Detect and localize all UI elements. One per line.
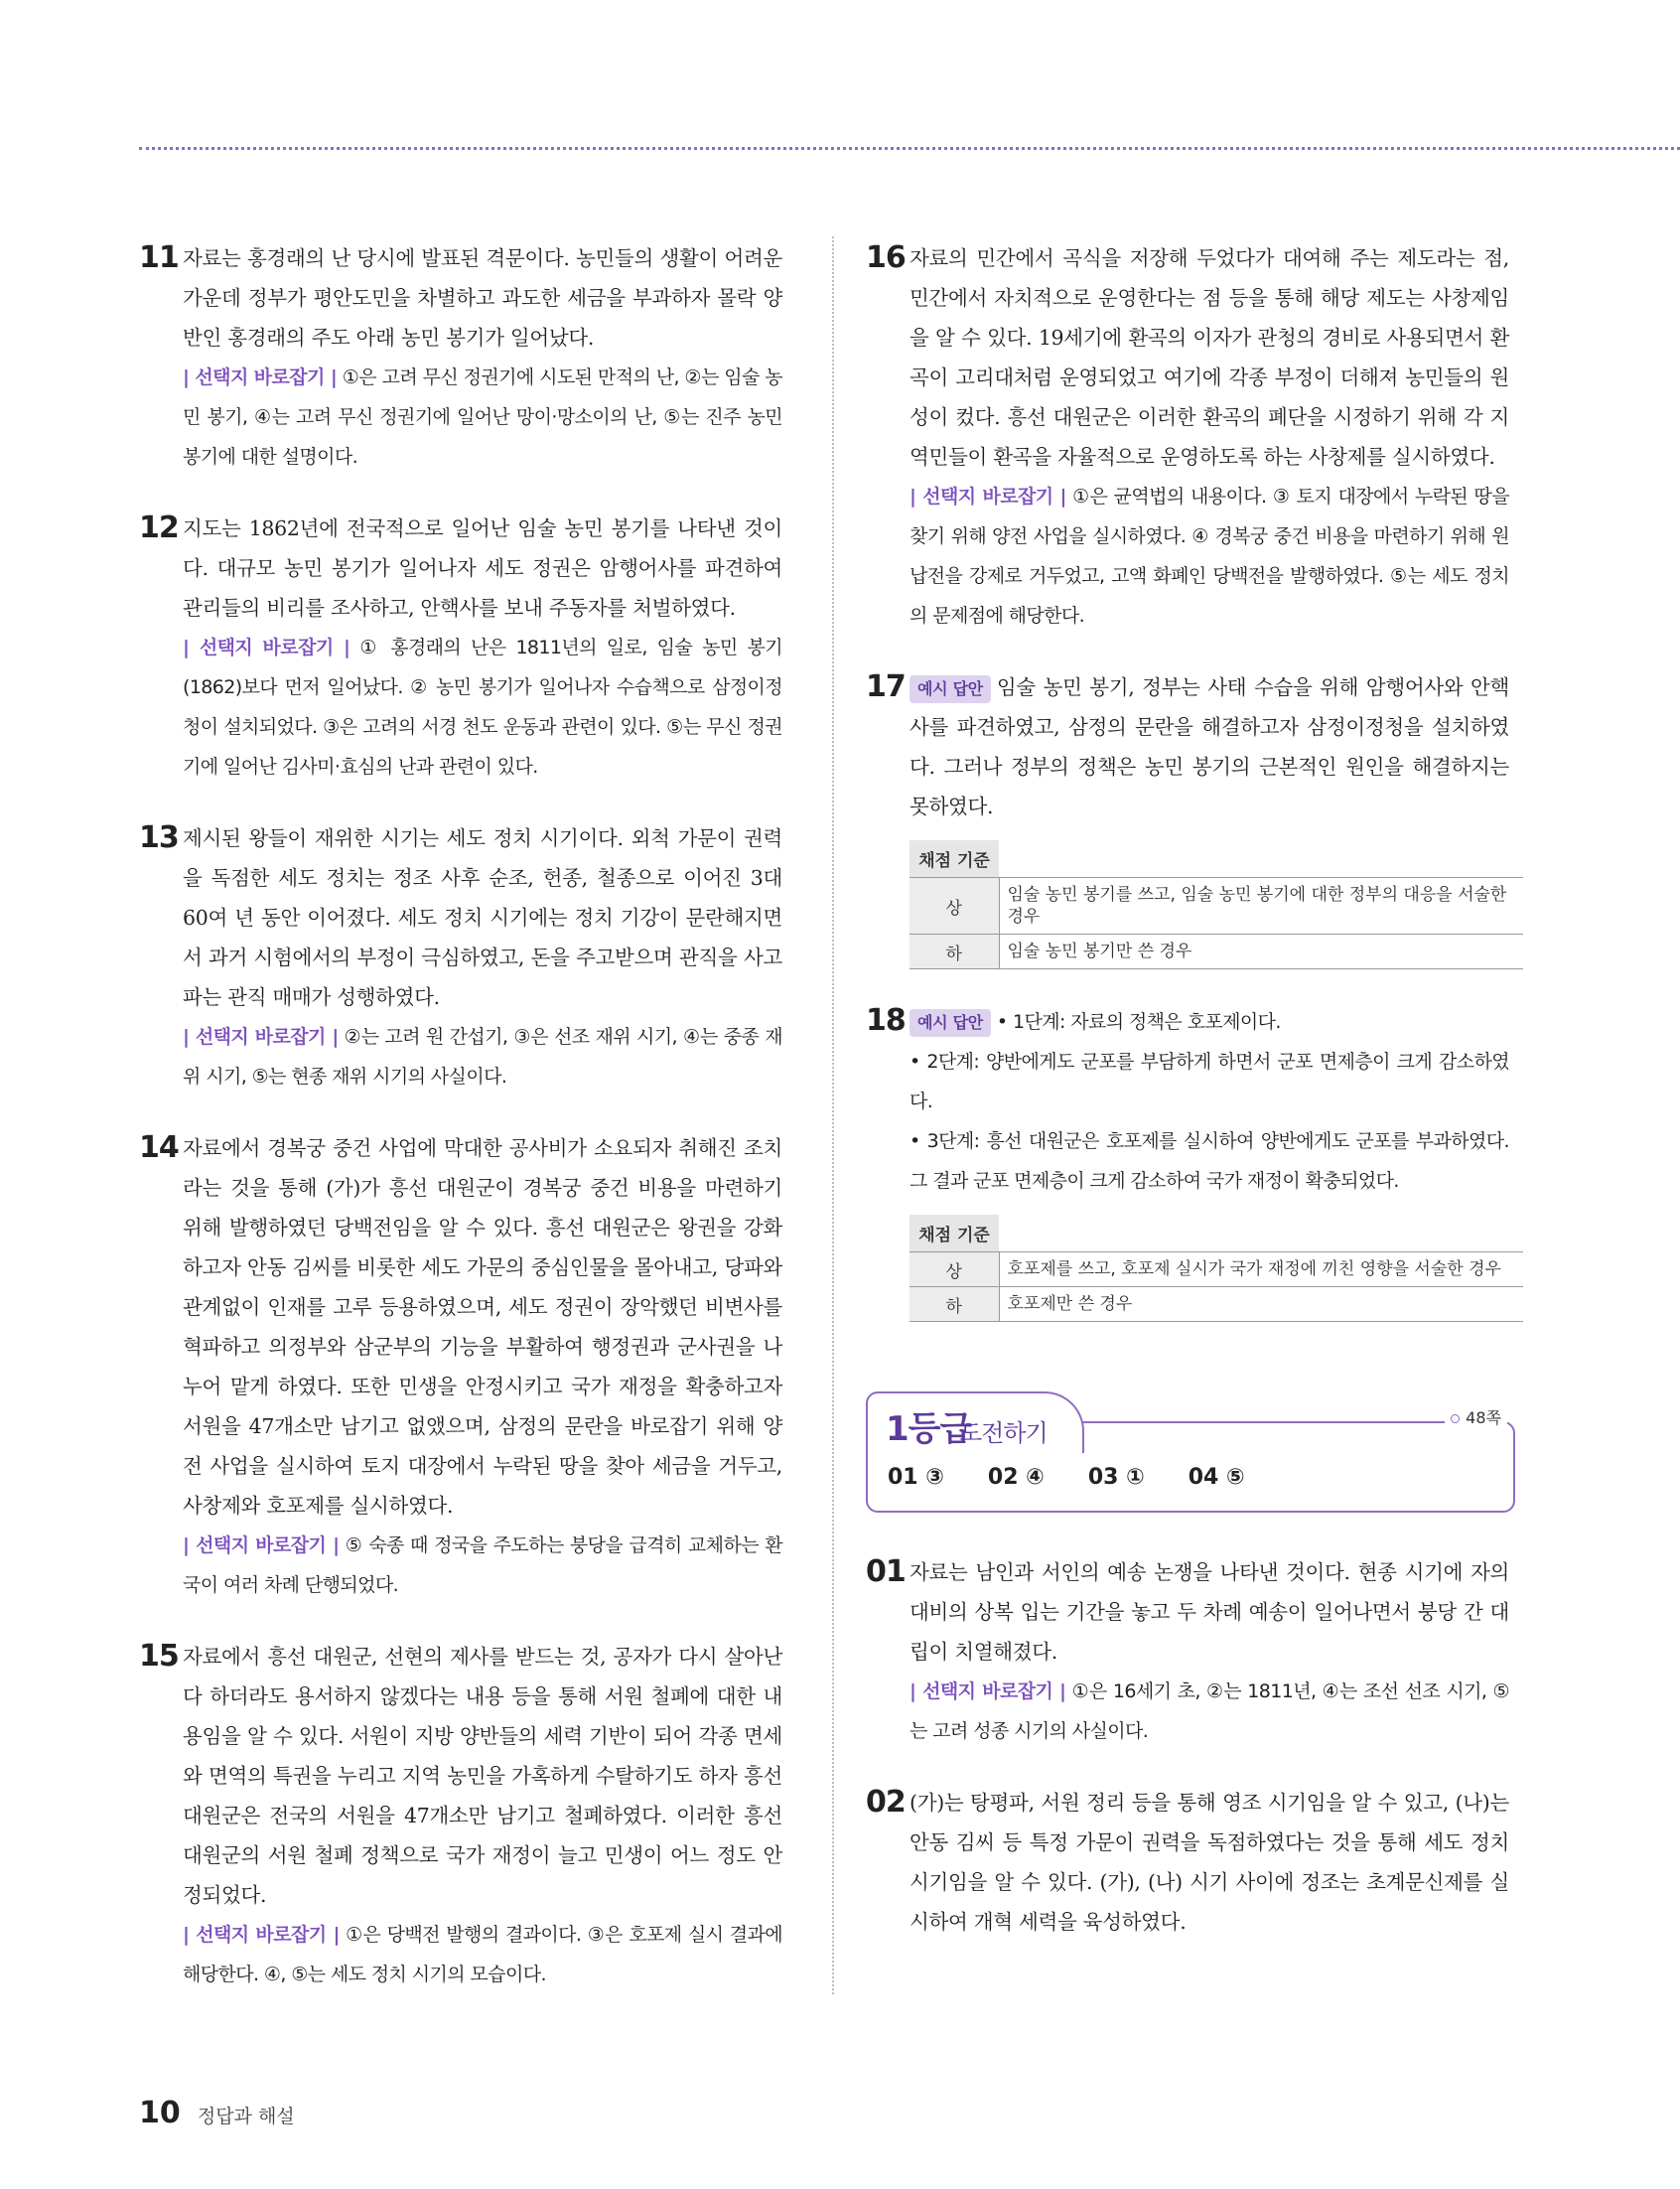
item-number: 18 [866, 1003, 906, 1038]
answer-item-11 [139, 238, 782, 477]
page-number: 10 [139, 2096, 181, 2130]
item-number: 15 [139, 1639, 179, 1674]
step-3: • 3단계: 흥선 대원군은 호포제를 실시하여 양반에게도 군포를 부과하였다. 그 결과 군포 면제층이 크게 감소하여 국가 재정이 확충되었다. [910, 1130, 1509, 1192]
answer-item-13 [139, 818, 782, 1096]
sel-label: | 선택지 바로잡기 | [183, 1026, 339, 1048]
selection-correction [183, 628, 782, 787]
item-text: 지도는 1862년에 전국적으로 일어난 임술 농민 봉기를 나타낸 것이다. 대규모 농민 봉기가 일어나자 세도 정권은 암행어사를 파견하여 관리들의 비리를 조사하고, 안핵사를 보내 주동자를 처벌하였다. [183, 516, 782, 620]
answer-item-12 [139, 509, 782, 787]
level-title: 1등급 [886, 1409, 972, 1449]
rubric-desc: 호포제를 쓰고, 호포제 실시가 국가 재정에 끼친 영향을 서술한 경우 [999, 1252, 1523, 1287]
example-answer-badge: 예시 답안 [910, 675, 991, 703]
sel-text: ⑤ 숙종 때 정국을 주도하는 붕당을 급격히 교체하는 환국이 여러 차례 단행되었다. [183, 1534, 782, 1596]
sel-label: | 선택지 바로잡기 | [183, 366, 338, 388]
rubric-row [910, 935, 1523, 969]
item-number: 13 [139, 820, 179, 855]
answer-item-01 [866, 1552, 1509, 1751]
item-number: 02 [866, 1785, 906, 1820]
reference-page: 48쪽 [1445, 1405, 1507, 1428]
sel-text: ①은 균역법의 내용이다. ③ 토지 대장에서 누락된 땅을 찾기 위해 양전 사업을 실시하였다. ④ 경복궁 중건 비용을 마련하기 위해 원납전을 강제로 거두었고, 고액 화폐인 당백전을 발행하였다. ⑤는 세도 정치의 문제점에 해당한다. [910, 486, 1509, 627]
right-column [866, 238, 1509, 1973]
sel-label: | 선택지 바로잡기 | [183, 637, 350, 658]
answer-item-02 [866, 1783, 1509, 1942]
sel-label: | 선택지 바로잡기 | [910, 486, 1066, 508]
rubric-row [910, 1287, 1523, 1322]
answer-item-15 [139, 1637, 782, 1994]
example-answer-badge: 예시 답안 [910, 1009, 991, 1037]
step-2: • 2단계: 양반에게도 군포를 부담하게 하면서 군포 면제층이 크게 감소하였다. [910, 1051, 1509, 1112]
rubric-header: 채점 기준 [910, 840, 999, 878]
answer-item-17 [866, 667, 1509, 969]
left-column [139, 238, 782, 2026]
sel-text: ①은 16세기 초, ②는 1811년, ④는 조선 선조 시기, ⑤는 고려 성종 시기의 사실이다. [910, 1680, 1509, 1742]
footer-title: 정답과 해설 [197, 2106, 295, 2127]
item-number: 12 [139, 511, 179, 545]
answer-item-14 [139, 1128, 782, 1605]
sel-text: ①은 당백전 발행의 결과이다. ③은 호포제 실시 결과에 해당한다. ④, ⑤는 세도 정치 시기의 모습이다. [183, 1924, 782, 1985]
answer-key-item: 02 ④ [987, 1465, 1045, 1490]
sel-text: ①은 고려 무신 정권기에 시도된 만적의 난, ②는 임술 농민 봉기, ④는 고려 무신 정권기에 일어난 망이·망소이의 난, ⑤는 진주 농민 봉기에 대한 설명이다. [183, 366, 782, 468]
selection-correction [183, 358, 782, 477]
step-1: • 1단계: 자료의 정책은 호포제이다. [996, 1011, 1281, 1033]
answer-key-item: 01 ③ [888, 1465, 944, 1490]
answer-item-16 [866, 238, 1509, 636]
rubric-grade: 상 [910, 878, 999, 935]
rubric-grade: 하 [910, 935, 999, 969]
scoring-rubric-table [910, 840, 1523, 969]
top-dotted-rule [139, 147, 1680, 150]
level-subtitle: 도전하기 [959, 1419, 1048, 1447]
selection-correction [183, 1915, 782, 1994]
rubric-desc: 임술 농민 봉기를 쓰고, 임술 농민 봉기에 대한 정부의 대응을 서술한 경우 [999, 878, 1523, 935]
sel-label: | 선택지 바로잡기 | [910, 1680, 1066, 1702]
answer-key [888, 1465, 1245, 1490]
rubric-row [910, 878, 1523, 935]
rubric-row [910, 1252, 1523, 1287]
rubric-grade: 하 [910, 1287, 999, 1322]
sel-label: | 선택지 바로잡기 | [183, 1534, 340, 1556]
item-text: 자료는 홍경래의 난 당시에 발표된 격문이다. 농민들의 생활이 어려운 가운데 정부가 평안도민을 차별하고 과도한 세금을 부과하자 몰락 양반인 홍경래의 주도 아래 농민 봉기가 일어났다. [183, 246, 782, 350]
item-text: 제시된 왕들이 재위한 시기는 세도 정치 시기이다. 외척 가문이 권력을 독점한 세도 정치는 정조 사후 순조, 헌종, 철종으로 이어진 3대 60여 년 동안 이어졌다. 세도 정치 시기에는 정치 기강이 문란해지면서 과거 시험에서의 부정이 극심하였고, 돈을 주고받으며 관직을 사고파는 관직 매매가 성행하였다. [183, 826, 782, 1009]
scoring-rubric-table [910, 1215, 1523, 1322]
level-challenge-box [866, 1391, 1517, 1513]
item-text: 자료의 민간에서 곡식을 저장해 두었다가 대여해 주는 제도라는 점, 민간에서 자치적으로 운영한다는 점 등을 통해 해당 제도는 사창제임을 알 수 있다. 19세기에 환곡의 이자가 관청의 경비로 사용되면서 환곡이 고리대처럼 운영되었고 여기에 각종 부정이 더해져 농민들의 원성이 컸다. 흥선 대원군은 이러한 환곡의 폐단을 시정하기 위해 각 지역민들이 환곡을 자율적으로 운영하도록 하는 사창제를 실시하였다. [910, 246, 1509, 469]
item-number: 16 [866, 240, 906, 275]
selection-correction [183, 1017, 782, 1096]
item-number: 11 [139, 240, 179, 275]
item-text: 자료에서 흥선 대원군, 선현의 제사를 받드는 것, 공자가 다시 살아난다 하더라도 용서하지 않겠다는 내용 등을 통해 서원 철폐에 대한 내용임을 알 수 있다. 서원이 지방 양반들의 세력 기반이 되어 각종 면세와 면역의 특권을 누리고 지역 농민을 가혹하게 수탈하기도 하자 흥선 대원군은 전국의 서원을 47개소만 남기고 철폐하였다. 이러한 흥선 대원군의 서원 철폐 정책으로 국가 재정이 늘고 민생이 어느 정도 안정되었다. [183, 1645, 782, 1907]
selection-correction [910, 1672, 1509, 1751]
example-answer-text: 임술 농민 봉기, 정부는 사태 수습을 위해 암행어사와 안핵사를 파견하였고, 삼정의 문란을 해결하고자 삼정이정청을 설치하였다. 그러나 정부의 정책은 농민 봉기의 근본적인 원인을 해결하지는 못하였다. [910, 675, 1509, 818]
item-number: 01 [866, 1554, 906, 1589]
item-number: 17 [866, 669, 906, 704]
sel-label: | 선택지 바로잡기 | [183, 1924, 340, 1946]
sel-text: ① 홍경래의 난은 1811년의 일로, 임술 농민 봉기(1862)보다 먼저 일어났다. ② 농민 봉기가 일어나자 수습책으로 삼정이정청이 설치되었다. ③은 고려의 서경 천도 운동과 관련이 있다. ⑤는 무신 정권기에 일어난 김사미·효심의 난과 관련이 있다. [183, 637, 782, 778]
rubric-header: 채점 기준 [910, 1215, 999, 1252]
page-footer [139, 2096, 295, 2130]
rubric-desc: 임술 농민 봉기만 쓴 경우 [999, 935, 1523, 969]
item-number: 14 [139, 1130, 179, 1165]
item-text [910, 667, 1509, 826]
sel-text: ②는 고려 원 간섭기, ③은 선조 재위 시기, ④는 중종 재위 시기, ⑤는 현종 재위 시기의 사실이다. [183, 1026, 782, 1088]
item-text: 자료에서 경복궁 중건 사업에 막대한 공사비가 소요되자 취해진 조치라는 것을 통해 (가)가 흥선 대원군이 경복궁 중건 비용을 마련하기 위해 발행하였던 당백전임을 알 수 있다. 흥선 대원군은 왕권을 강화하고자 안동 김씨를 비롯한 세도 가문의 중심인물을 몰아내고, 당파와 관계없이 인재를 고루 등용하였으며, 세도 정권이 장악했던 비변사를 혁파하고 의정부와 삼군부의 기능을 부활하여 행정권과 군사권을 나누어 맡게 하였다. 또한 민생을 안정시키고 국가 재정을 확충하고자 서원을 47개소만 남기고 없앴으며, 삼정의 문란을 바로잡기 위해 양전 사업을 실시하여 토지 대장에서 누락된 땅을 찾아 세금을 거두고, 사창제와 호포제를 실시하였다. [183, 1136, 782, 1518]
answer-key-item: 03 ① [1087, 1465, 1145, 1490]
selection-correction [183, 1526, 782, 1605]
selection-correction [910, 477, 1509, 636]
rubric-grade: 상 [910, 1252, 999, 1287]
answer-item-18 [866, 1001, 1509, 1322]
answer-key-item: 04 ⑤ [1188, 1465, 1245, 1490]
item-text: (가)는 탕평파, 서원 정리 등을 통해 영조 시기임을 알 수 있고, (나)는 안동 김씨 등 특정 가문이 권력을 독점하였다는 것을 통해 세도 정치 시기임을 알 수 있다. (가), (나) 시기 사이에 정조는 초계문신제를 실시하여 개혁 세력을 육성하였다. [910, 1791, 1509, 1934]
column-divider [832, 236, 834, 1994]
rubric-desc: 호포제만 쓴 경우 [999, 1287, 1523, 1322]
item-text: 자료는 남인과 서인의 예송 논쟁을 나타낸 것이다. 현종 시기에 자의 대비의 상복 입는 기간을 놓고 두 차례 예송이 일어나면서 붕당 간 대립이 치열해졌다. [910, 1560, 1509, 1664]
